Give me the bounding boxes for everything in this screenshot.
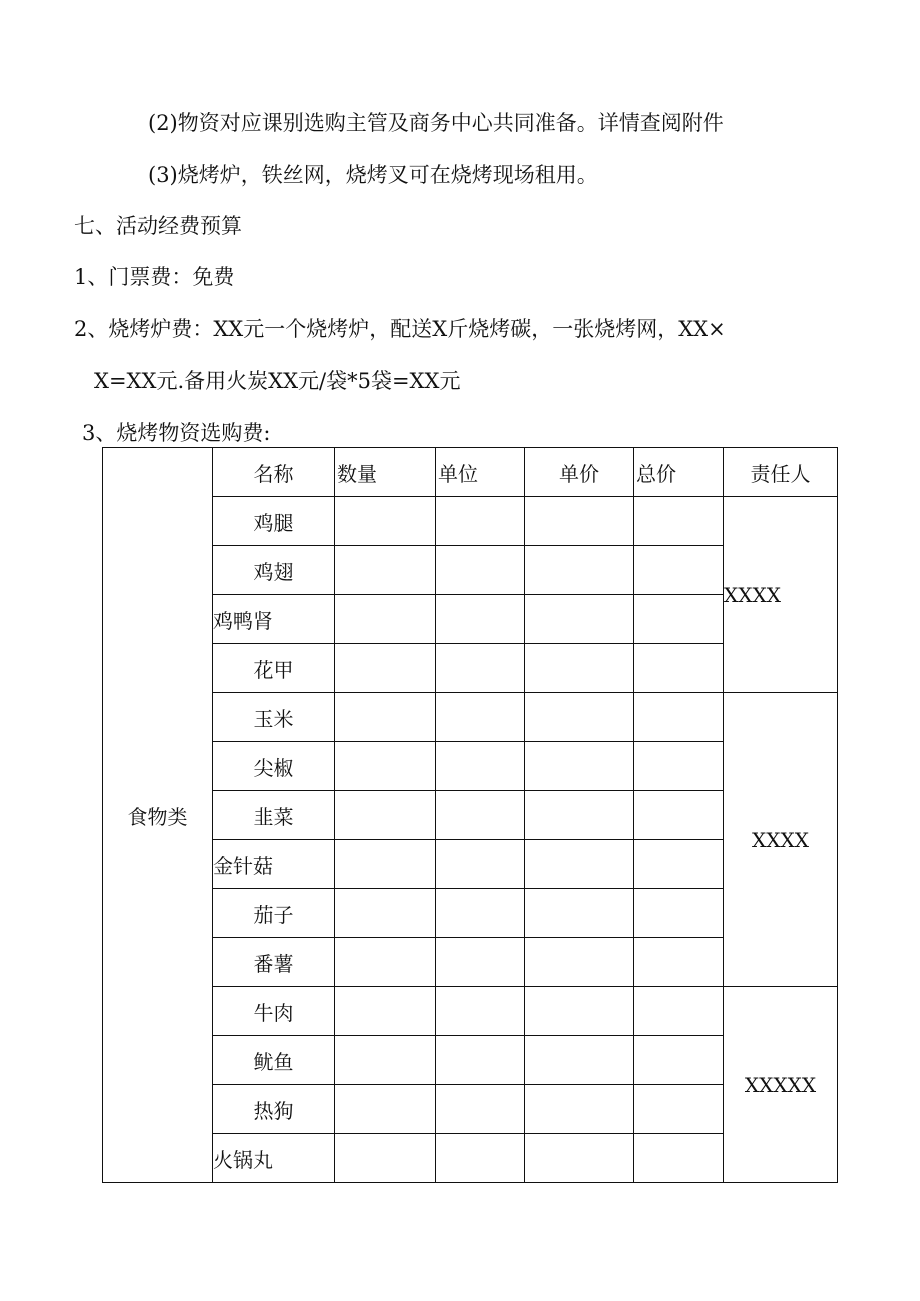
total-cell (634, 497, 724, 546)
price-cell (525, 791, 634, 840)
price-cell (525, 987, 634, 1036)
qty-cell (335, 497, 436, 546)
paragraph-materials-prep: (2)物资对应课别选购主管及商务中心共同准备。详情查阅附件 (148, 111, 724, 135)
total-cell (634, 987, 724, 1036)
price-cell (525, 1036, 634, 1085)
item-name: 火锅丸 (213, 1134, 335, 1183)
unit-cell (436, 546, 525, 595)
total-cell (634, 1036, 724, 1085)
unit-cell (436, 742, 525, 791)
table-header-row (103, 448, 838, 497)
price-cell (525, 595, 634, 644)
budget-item-ticket: 1、门票费：免费 (74, 265, 235, 289)
qty-cell (335, 938, 436, 987)
item-name: 番薯 (213, 938, 335, 987)
price-cell (525, 889, 634, 938)
item-name: 玉米 (213, 693, 335, 742)
header-unit: 单位 (436, 448, 525, 497)
total-cell (634, 644, 724, 693)
unit-cell (436, 987, 525, 1036)
header-owner: 责任人 (724, 448, 838, 497)
price-cell (525, 742, 634, 791)
item-name: 热狗 (213, 1085, 335, 1134)
price-cell (525, 644, 634, 693)
table-row (103, 693, 838, 742)
unit-cell (436, 644, 525, 693)
total-cell (634, 1085, 724, 1134)
item-name: 鱿鱼 (213, 1036, 335, 1085)
table-row (103, 987, 838, 1036)
price-cell (525, 546, 634, 595)
unit-cell (436, 693, 525, 742)
item-name: 尖椒 (213, 742, 335, 791)
unit-cell (436, 1036, 525, 1085)
item-name: 鸡翅 (213, 546, 335, 595)
qty-cell (335, 791, 436, 840)
qty-cell (335, 1085, 436, 1134)
total-cell (634, 938, 724, 987)
qty-cell (335, 1036, 436, 1085)
unit-cell (436, 938, 525, 987)
owner-cell: XXXX (724, 497, 838, 693)
total-cell (634, 791, 724, 840)
qty-cell (335, 1134, 436, 1183)
total-cell (634, 546, 724, 595)
qty-cell (335, 595, 436, 644)
qty-cell (335, 644, 436, 693)
header-total: 总价 (634, 448, 724, 497)
unit-cell (436, 1134, 525, 1183)
table-row (103, 497, 838, 546)
section-heading-budget: 七、活动经费预算 (74, 214, 242, 238)
price-cell (525, 840, 634, 889)
item-name: 茄子 (213, 889, 335, 938)
total-cell (634, 595, 724, 644)
total-cell (634, 693, 724, 742)
owner-cell: XXXXX (724, 987, 838, 1183)
item-name: 金针菇 (213, 840, 335, 889)
total-cell (634, 742, 724, 791)
qty-cell (335, 987, 436, 1036)
materials-budget-table (102, 447, 838, 1183)
item-name: 鸡腿 (213, 497, 335, 546)
qty-cell (335, 840, 436, 889)
unit-cell (436, 840, 525, 889)
qty-cell (335, 693, 436, 742)
item-name: 花甲 (213, 644, 335, 693)
total-cell (634, 1134, 724, 1183)
price-cell (525, 1085, 634, 1134)
qty-cell (335, 742, 436, 791)
unit-cell (436, 889, 525, 938)
budget-item-grill-line1: 2、烧烤炉费：XX元一个烧烤炉，配送X斤烧烤碳，一张烧烤网，XX× (74, 317, 726, 341)
qty-cell (335, 546, 436, 595)
unit-cell (436, 1085, 525, 1134)
unit-cell (436, 791, 525, 840)
header-name: 名称 (213, 448, 335, 497)
budget-item-grill-line2: X=XX元.备用火炭XX元/袋*5袋=XX元 (94, 369, 461, 393)
price-cell (525, 938, 634, 987)
qty-cell (335, 889, 436, 938)
header-qty: 数量 (335, 448, 436, 497)
header-price: 单价 (525, 448, 634, 497)
owner-cell: XXXX (724, 693, 838, 987)
category-cell: 食物类 (103, 448, 213, 1183)
unit-cell (436, 497, 525, 546)
item-name: 鸡鸭肾 (213, 595, 335, 644)
total-cell (634, 840, 724, 889)
price-cell (525, 497, 634, 546)
paragraph-grill-rental: (3)烧烤炉，铁丝网，烧烤叉可在烧烤现场租用。 (148, 163, 598, 187)
item-name: 牛肉 (213, 987, 335, 1036)
total-cell (634, 889, 724, 938)
price-cell (525, 693, 634, 742)
unit-cell (436, 595, 525, 644)
price-cell (525, 1134, 634, 1183)
item-name: 韭菜 (213, 791, 335, 840)
budget-item-materials: 3、烧烤物资选购费: (82, 421, 271, 445)
